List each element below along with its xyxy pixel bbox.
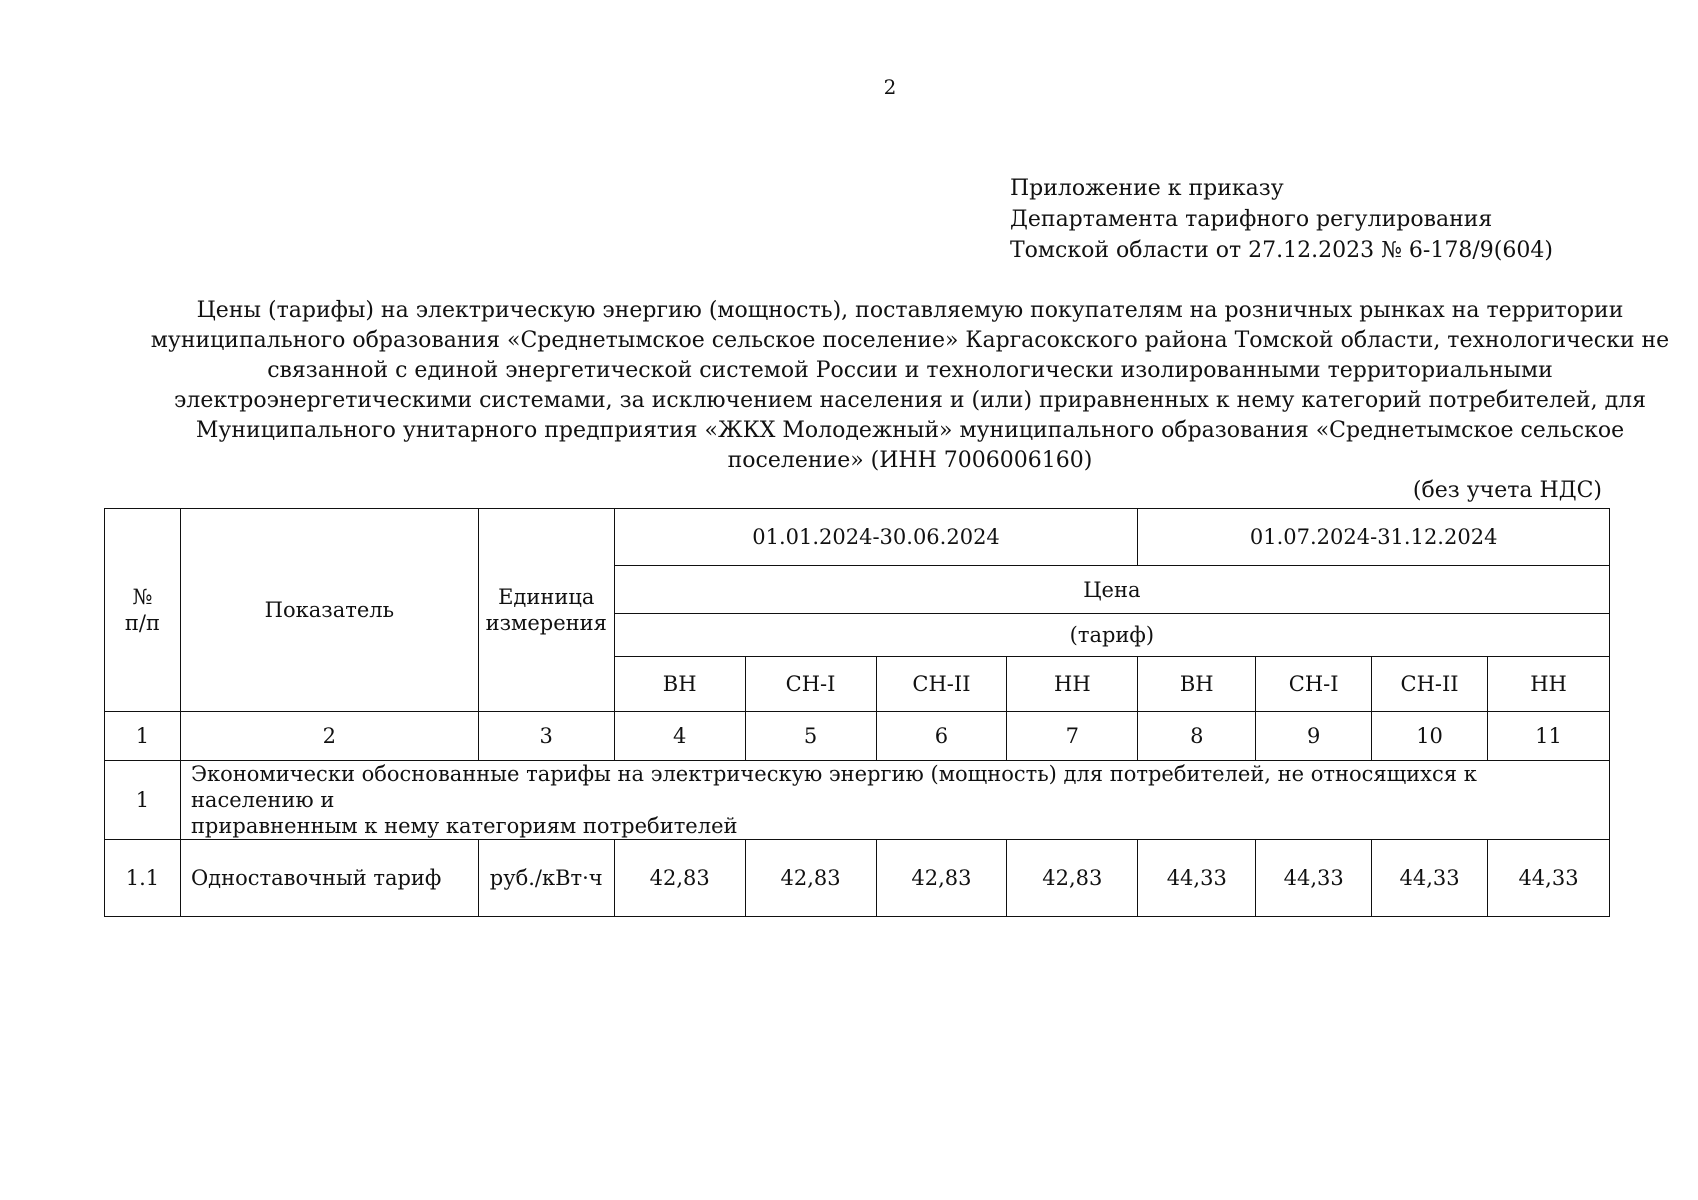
header-level: СН-II: [1372, 657, 1488, 712]
title-line-2: муниципального образования «Среднетымское сельское поселение» Каргасокского района Томской области, технологически не: [150, 328, 1670, 353]
row-value: 42,83: [614, 840, 745, 917]
row-value: 42,83: [1007, 840, 1138, 917]
title-line-1: Цены (тарифы) на электрическую энергию (мощность), поставляемую покупателям на розничных рынках на территории: [196, 298, 1624, 323]
header-level: ВН: [614, 657, 745, 712]
title-line-4: электроэнергетическими системами, за исключением населения и (или) приравненных к нему категорий потребителей, для: [174, 388, 1646, 413]
column-number: 2: [180, 712, 478, 761]
section-text: [180, 761, 1609, 840]
header-indicator: Показатель: [180, 509, 478, 712]
header-unit-line-1: Единица: [498, 585, 595, 609]
header-level: НН: [1007, 657, 1138, 712]
tariff-table: [104, 508, 1610, 917]
header-level: ВН: [1138, 657, 1256, 712]
appendix-line-2: Департамента тарифного регулирования: [1010, 207, 1493, 232]
column-number: 8: [1138, 712, 1256, 761]
column-number: 9: [1256, 712, 1372, 761]
header-num-line-2: п/п: [124, 611, 160, 635]
page-number: 2: [883, 75, 897, 99]
column-number: 11: [1488, 712, 1610, 761]
header-level: НН: [1488, 657, 1610, 712]
appendix-line-3: Томской области от 27.12.2023 № 6-178/9(604): [1010, 238, 1553, 263]
header-unit-line-2: измерения: [485, 611, 607, 635]
document-title: [110, 296, 1698, 476]
section-number: 1: [105, 761, 181, 840]
header-row-periods: [105, 509, 1610, 566]
table-row: [105, 840, 1610, 917]
title-line-5: Муниципального унитарного предприятия «ЖКХ Молодежный» муниципального образования «Среднетымское сельское: [195, 418, 1625, 443]
header-num: [105, 509, 181, 712]
header-tariff: (тариф): [614, 614, 1609, 657]
row-unit: руб./кВт·ч: [478, 840, 614, 917]
row-value: 44,33: [1256, 840, 1372, 917]
row-value: 42,83: [745, 840, 876, 917]
column-number: 6: [876, 712, 1007, 761]
column-number: 10: [1372, 712, 1488, 761]
row-value: 44,33: [1372, 840, 1488, 917]
row-value: 44,33: [1488, 840, 1610, 917]
header-period-1: 01.01.2024-30.06.2024: [614, 509, 1138, 566]
appendix-line-1: Приложение к приказу: [1010, 176, 1284, 201]
header-period-2: 01.07.2024-31.12.2024: [1138, 509, 1610, 566]
header-level: СН-I: [745, 657, 876, 712]
row-value: 42,83: [876, 840, 1007, 917]
column-number: 5: [745, 712, 876, 761]
row-indicator: Одноставочный тариф: [180, 840, 478, 917]
appendix-header: [1010, 173, 1553, 266]
vat-note: (без учета НДС): [1412, 478, 1602, 503]
title-line-3: связанной с единой энергетической системой России и технологически изолированными территориальными: [267, 358, 1553, 383]
section-text-line-1: Экономически обоснованные тарифы на электрическую энергию (мощность) для потребителей, не относящихся к населению и: [190, 762, 1477, 812]
column-number: 1: [105, 712, 181, 761]
row-value: 44,33: [1138, 840, 1256, 917]
section-row: [105, 761, 1610, 840]
header-level: СН-I: [1256, 657, 1372, 712]
title-line-6: поселение» (ИНН 7006006160): [727, 448, 1093, 473]
column-number: 3: [478, 712, 614, 761]
header-price: Цена: [614, 566, 1609, 614]
column-number: 7: [1007, 712, 1138, 761]
column-number: 4: [614, 712, 745, 761]
header-unit: [478, 509, 614, 712]
header-level: СН-II: [876, 657, 1007, 712]
header-num-line-1: №: [132, 585, 153, 609]
column-number-row: [105, 712, 1610, 761]
section-text-line-2: приравненным к нему категориям потребителей: [190, 814, 738, 838]
row-number: 1.1: [105, 840, 181, 917]
